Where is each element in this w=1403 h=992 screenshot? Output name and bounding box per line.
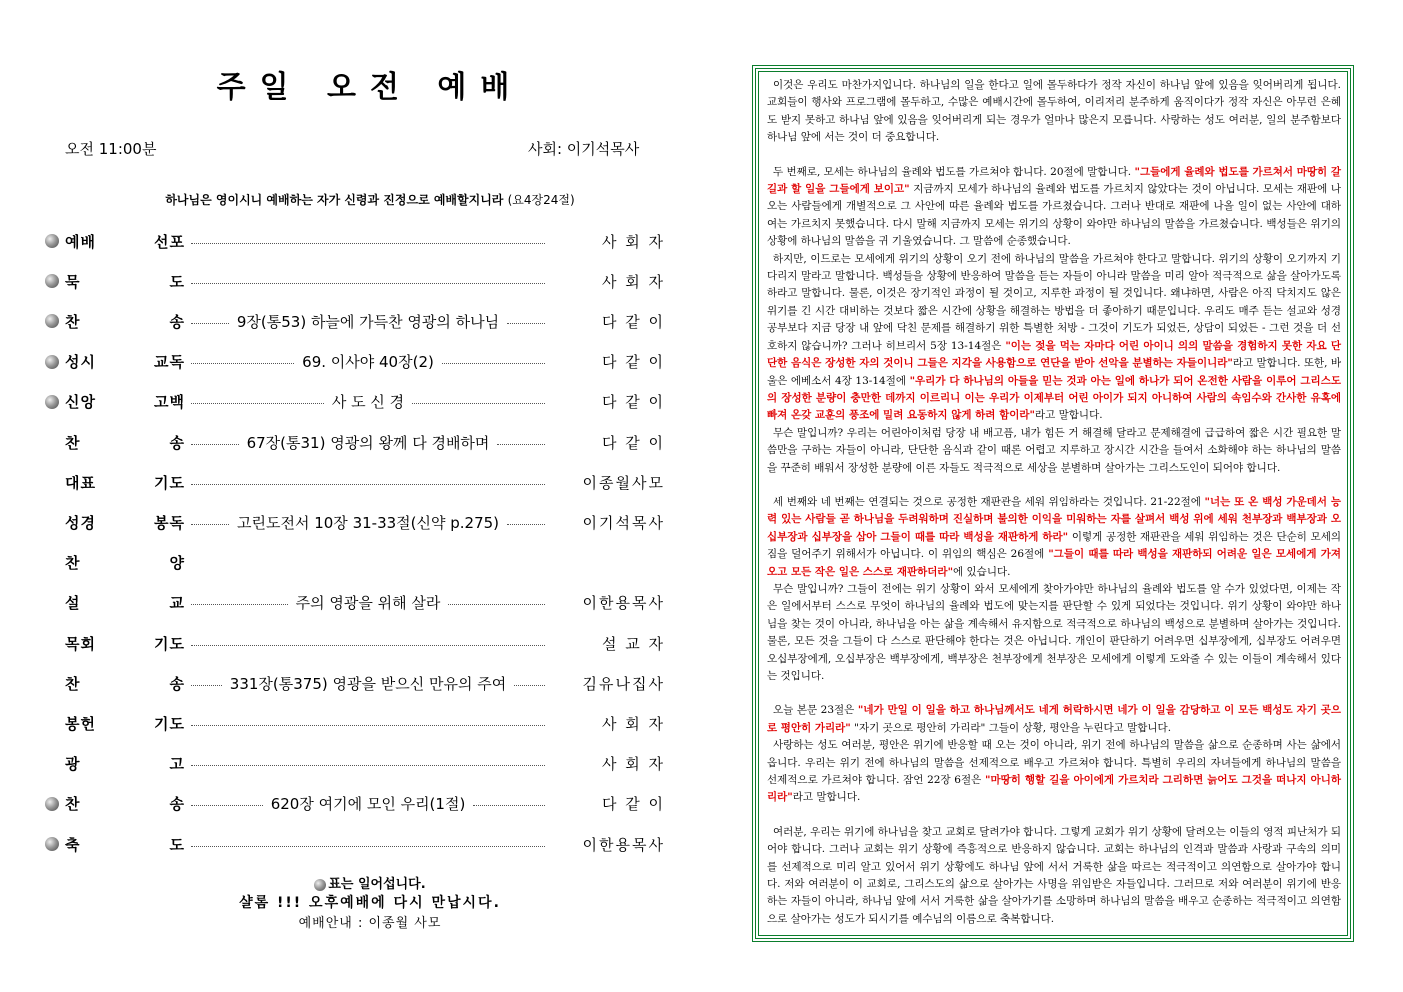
order-item (45, 268, 665, 294)
scripture-quote: "그들이 때를 따라 백성을 재판하되 어려운 일은 모세에게 가져오고 모든 작은 일은 스스로 재판하더라" (767, 548, 1341, 578)
sermon-panel (752, 65, 1354, 942)
leader-dots (514, 685, 545, 686)
order-item (45, 550, 665, 576)
order-item-leader: 사 회 자 (601, 714, 665, 733)
order-item-leader: 다 같 이 (601, 353, 665, 372)
order-item-detail (191, 793, 545, 814)
order-item-label-first: 광 (65, 755, 81, 774)
page-title: 주일 오전 예배 (216, 70, 524, 105)
order-item (45, 509, 665, 535)
order-item-label-first: 설 (65, 594, 81, 613)
order-item-label-second: 송 (169, 674, 185, 693)
order-item-label (65, 753, 185, 774)
order-item-detail (191, 641, 545, 646)
leader-dots (191, 363, 294, 364)
order-item (45, 751, 665, 777)
scripture-quote: "너는 또 온 백성 가운데서 능력 있는 사람들 곧 하나님을 두려워하며 진실하며 불의한 이익을 미워하는 자를 살펴서 백성 위에 세워 천부장과 백부장과 오십부장과 십부장을 삼아 그들이 때를 따라 백성을 재판하게 하라" (767, 495, 1341, 543)
order-item-label-second: 송 (169, 312, 185, 331)
sermon-paragraph: 여러분, 우리는 위기에 하나님을 찾고 교회로 달려가야 합니다. 그렇게 교회가 위기 상황에 달려오는 이들의 영적 피난처가 되어야 합니다. 그러나 교회는 위기 상황에 즉흥적으로 반응하지 않습니다. 교회는 하나님의 인격과 말씀과 사랑과 구속의 의미를 선제적으로 미리 알고 있어서 위기 상황에도 하나님 앞에 서서 거룩한 삶을 따르는 적극적이고 의연함으로 살아가야 합니다. 저와 여러분이 이 교회로, 그리스도의 삶으로 살아가는 사명을 위임받은 자들입니다. 그러므로 저와 여러분이 위기에 반응하는 자들이 아니라, 하나님 앞에 서서 거룩한 삶을 살아가기를 소망하며 하나님의 말씀을 배우고 순종하는 적극적이고 의연함으로 살아가는 성도가 되시기를 예수님의 이름으로 축복합니다. (767, 825, 1341, 925)
order-item-label-second: 고백 (154, 393, 185, 412)
order-item-detail (191, 239, 545, 244)
order-item-label-first: 찬 (65, 554, 81, 573)
order-item-leader: 사 회 자 (601, 755, 665, 774)
standing-bullet-icon (314, 879, 326, 891)
order-item (45, 469, 665, 495)
order-item-label (65, 834, 185, 855)
leader-dots (191, 243, 545, 244)
sermon-paragraph: 무슨 말입니까? 우리는 어린아이처럼 당장 내 배고픔, 내가 힘든 거 해결해 달라고 문제해결에 급급하여 짧은 시간 필요한 말씀만을 구하는 자들이 아니라, 단단한 음식과 같이 때론 어렵고 지루하고 장시간 시간을 들여서 소화해야 하는 하나님의 말씀을 꾸준히 배워서 장성한 분량에 이른 자들도 적극적으로 세상을 분별하며 살아가는 그리스도인이 되어야 합니다. (767, 426, 1341, 474)
order-item-label-first: 신앙 (65, 393, 96, 412)
sermon-text-span: "자기 곳으로 평안히 가리라" 그들이 상황, 평안을 누린다고 말합니다. (850, 721, 1172, 734)
sermon-text-span: 두 번째로, 모세는 하나님의 율례와 법도를 가르쳐야 합니다. 20절에 말합니다. (773, 165, 1135, 178)
order-item-label-second: 도 (169, 272, 185, 291)
order-item-leader: 설 교 자 (601, 634, 665, 653)
service-guide: 예배안내 : 이종월 사모 (298, 916, 442, 931)
order-item-label (65, 633, 185, 654)
order-item-label-first: 봉헌 (65, 714, 96, 733)
order-item (45, 590, 665, 616)
order-item (45, 308, 665, 334)
order-item (45, 349, 665, 375)
leader-dots (507, 323, 545, 324)
order-item-label (65, 673, 185, 694)
order-item-detail (191, 391, 545, 412)
sermon-text-span: 사랑하는 성도 여러분, 평안은 위기에 반응할 때 오는 것이 아니라, 위기 전에 하나님의 말씀을 삶으로 순종하며 사는 삶에서 옵니다. 우리는 위기 전에 하나님의 말씀을 선제적으로 배우고 가르쳐야 합니다. 특별히 우리의 자녀들에게 하나님의 말씀을 선제적으로 가르쳐야 합니다. 잠언 22장 6절은 (767, 739, 1341, 787)
order-item (45, 831, 665, 857)
order-item-label (65, 432, 185, 453)
sermon-text-span: 지금까지 모세가 하나님의 율례와 법도를 가르치지 않았다는 것이 아닙니다. 모세는 재판에 나오는 사람들에게 개별적으로 그 사안에 따른 율례와 법도를 가르쳤습니다. 그러나 반대로 재판에 나올 일이 없는 사안에 대하여는 가르치지 못했습니다. 다시 말해 지금까지 모세는 위기의 상황이 와야만 하나님의 말씀을 가르쳤습니다. 백성들은 위기의 상황에 하나님의 말씀을 귀 기울였습니다. 그 말씀에 순종했습니다. (767, 183, 1341, 248)
order-item-detail (191, 432, 545, 453)
order-item-text: 사 도 신 경 (331, 393, 405, 412)
order-item-detail (191, 673, 545, 694)
service-host: 사회: 이기석목사 (528, 140, 640, 158)
leader-dots (191, 846, 545, 847)
sermon-text (758, 71, 1348, 936)
order-item (45, 429, 665, 455)
order-item-label (65, 351, 185, 372)
scripture-quote: "네가 만일 이 일을 하고 하나님께서도 네게 허락하시면 네가 이 일을 감당하고 이 모든 백성도 자기 곳으로 평안히 가리라" (767, 704, 1341, 734)
leader-dots (191, 645, 545, 646)
order-item-label (65, 391, 185, 412)
leader-dots (191, 765, 545, 766)
sermon-text-span: 에 있습니다. (953, 565, 1011, 578)
sermon-text-span: 라고 말합니다. (792, 791, 861, 804)
leader-dots (442, 363, 545, 364)
order-item-label (65, 512, 185, 533)
sermon-paragraph (767, 251, 1341, 425)
order-item-label-first: 대표 (65, 473, 96, 492)
order-item-text: 고린도전서 10장 31-33절(신약 p.275) (237, 513, 500, 532)
order-item-text: 9장(통53) 하늘에 가득찬 영광의 하나님 (236, 312, 500, 331)
order-item-label-first: 찬 (65, 795, 81, 814)
order-item-label-first: 성경 (65, 513, 96, 532)
order-item-leader: 이한용목사 (582, 835, 665, 854)
order-item-label-second: 교 (169, 594, 185, 613)
order-item-label (65, 713, 185, 734)
sermon-text-span: 이렇게 공정한 재판관을 세워 위임하는 것은 단순히 모세의 짐을 덜어주기 위해서가 아닙니다. 이 위임의 핵심은 26절에 (767, 530, 1341, 561)
leader-dots (191, 604, 288, 605)
order-item (45, 228, 665, 254)
standing-bullet-icon (45, 395, 59, 409)
leader-dots (191, 403, 324, 404)
farewell-message: 샬롬 !!! 오후예배에 다시 만납시다. (239, 895, 501, 911)
leader-dots (191, 685, 222, 686)
leader-dots (497, 444, 545, 445)
order-item-text: 주의 영광을 위해 살라 (295, 594, 441, 613)
standing-bullet-icon (45, 314, 59, 328)
standing-note-text: 표는 일어섭니다. (328, 877, 426, 892)
scripture-quote: "마땅히 행할 길을 아이에게 가르치라 그리하면 늙어도 그것을 떠나지 아니하리라" (767, 774, 1341, 804)
standing-bullet-icon (45, 837, 59, 851)
sermon-paragraph (767, 494, 1341, 581)
order-item-detail (191, 480, 545, 485)
order-item-label-second: 송 (169, 433, 185, 452)
leader-dots (191, 323, 229, 324)
order-item (45, 791, 665, 817)
order-item-label-first: 축 (65, 835, 81, 854)
leader-dots (191, 805, 263, 806)
bulletin-page (40, 0, 680, 992)
scripture-quote: "우리가 다 하나님의 아들을 믿는 것과 아는 일에 하나가 되어 온전한 사람을 이루어 그리스도의 장성한 분량이 충만한 데까지 이르리니 이는 우리가 이제부터 어린 아이가 되지 아니하여 사람의 속임수와 간사한 유혹에 빠져 온갖 교훈의 풍조에 밀려 요동하지 않게 하려 함이라" (767, 374, 1341, 422)
order-item (45, 710, 665, 736)
standing-bullet-icon (45, 274, 59, 288)
leader-dots (191, 524, 229, 525)
order-item-label-second: 양 (169, 554, 185, 573)
order-item-leader: 사 회 자 (601, 272, 665, 291)
sermon-text-span: 하지만, 이드로는 모세에게 위기의 상황이 오기 전에 하나님의 말씀을 가르쳐야 한다고 말합니다. 위기의 상황이 오기까지 기다리지 말라고 말합니다. 백성들을 상황에 반응하여 말씀을 듣는 자들이 아니라 말씀을 미리 알아 적극적으로 삶을 살아가도록 하라고 말합니다. 물론, 이것은 장기적인 과정이 될 것이고, 지루한 과정이 될 것입니다. 왜냐하면, 사람은 아직 닥치지도 않은 위기를 긴 시간 대비하는 것보다 짧은 시간에 상황을 해결하는 방법을 더 좋아하기 때문입니다. 우리도 매주 듣는 설교와 성경공부보다 지금 당장 내 앞에 닥친 문제를 해결하기 위한 특별한 처방 - 그것이 기도가 되었든, 상담이 되었든 - 그런 것을 더 선호하지 않습니까? 그러나 히브리서 5장 13-14절은 (767, 252, 1341, 352)
order-item-text: 620장 여기에 모인 우리(1절) (270, 795, 466, 814)
order-item-label-second: 도 (169, 835, 185, 854)
order-item-detail (191, 842, 545, 847)
order-item-label-second: 기도 (154, 473, 185, 492)
service-time: 오전 11:00분 (65, 140, 157, 158)
leader-dots (412, 403, 545, 404)
standing-note (0, 873, 740, 892)
verse-text: 하나님은 영이시니 예배하는 자가 신령과 진정으로 예배할지니라 (165, 193, 504, 207)
leader-dots (473, 805, 545, 806)
order-item-leader: 다 같 이 (601, 393, 665, 412)
verse-reference: (요4장24절) (507, 193, 575, 207)
order-item-label (65, 271, 185, 292)
standing-bullet-icon (45, 355, 59, 369)
leader-dots (191, 725, 545, 726)
order-item-detail (191, 279, 545, 284)
order-item-label-second: 송 (169, 795, 185, 814)
order-item-label-first: 목회 (65, 634, 96, 653)
order-item-label (65, 231, 185, 252)
sermon-text-span: 오늘 본문 23절은 (773, 704, 858, 717)
order-item-leader: 사 회 자 (601, 232, 665, 251)
sermon-paragraph: 무슨 말입니까? 그들이 전에는 위기 상황이 와서 모세에게 찾아가야만 하나님의 율례와 법도를 알 수가 있었다면, 이제는 작은 일에서부터 스스로 무엇이 하나님의 율례와 법도에 맞는지를 판단할 수 있게 되었다는 것입니다. 위기 상황이 와야만 하나님을 찾는 것이 아니라, 하나님을 아는 삶을 계속해서 유지함으로 적극적으로 하나님의 백성으로 분별하며 살아가는 것입니다. 물론, 모든 것을 그들이 다 스스로 판단해야 한다는 것은 아닙니다. 개인이 판단하기 어려우면 십부장에게, 십부장도 어려우면 오십부장에게, 오십부장은 백부장에게, 백부장은 천부장에게 천부장은 모세에게 이렇게 도와줄 수 있는 이들이 계속해서 있다는 것입니다. (767, 582, 1341, 682)
theme-verse (0, 191, 740, 208)
order-item-label-second: 기도 (154, 634, 185, 653)
order-item (45, 389, 665, 415)
order-item-detail (191, 592, 545, 613)
order-item-text: 67장(통31) 영광의 왕께 다 경배하며 (246, 433, 490, 452)
order-item-label-first: 성시 (65, 353, 96, 372)
order-item-label (65, 552, 185, 573)
leader-dots (191, 283, 545, 284)
order-item-leader: 김유나집사 (582, 674, 665, 693)
order-item-label-second: 기도 (154, 714, 185, 733)
leader-dots (191, 444, 239, 445)
order-item-label (65, 472, 185, 493)
order-item-label-second: 봉독 (154, 513, 185, 532)
order-item-detail (191, 351, 545, 372)
order-item-label-second: 고 (169, 755, 185, 774)
sermon-text-span: 라고 말합니다. (1035, 409, 1103, 422)
sermon-paragraph (767, 702, 1341, 737)
order-item-label-second: 선포 (154, 232, 185, 251)
scripture-quote: "그들에게 율례와 법도를 가르쳐서 마땅히 갈 길과 할 일을 그들에게 보이고" (767, 165, 1341, 196)
order-item-leader: 이한용목사 (582, 594, 665, 613)
order-item-label (65, 793, 185, 814)
order-item-leader: 다 같 이 (601, 433, 665, 452)
order-item-detail (191, 512, 545, 533)
leader-dots (507, 524, 545, 525)
standing-bullet-icon (45, 234, 59, 248)
order-item-label-second: 교독 (154, 353, 185, 372)
sermon-paragraph (767, 164, 1341, 251)
order-item-detail (191, 721, 545, 726)
order-item-leader: 이종월사모 (582, 473, 665, 492)
order-item-label (65, 311, 185, 332)
order-item-detail (191, 311, 545, 332)
order-item-label-first: 찬 (65, 433, 81, 452)
leader-dots (191, 484, 545, 485)
order-item-label-first: 찬 (65, 312, 81, 331)
sermon-text-span: 세 번째와 네 번째는 연결되는 것으로 공정한 재판관을 세워 위임하라는 것입니다. 21-22절에 (773, 495, 1205, 508)
order-item (45, 630, 665, 656)
order-item-leader: 다 같 이 (601, 795, 665, 814)
order-item-label-first: 찬 (65, 674, 81, 693)
order-item-label (65, 592, 185, 613)
order-item (45, 670, 665, 696)
order-item-detail (191, 761, 545, 766)
order-item-leader: 이기석목사 (582, 513, 665, 532)
scripture-quote: "이는 젖을 먹는 자마다 어린 아이니 의의 말씀을 경험하지 못한 자요 단단한 음식은 장성한 자의 것이니 그들은 지각을 사용함으로 연단을 받아 선악을 분별하는 자들이니라" (767, 339, 1341, 370)
standing-bullet-icon (45, 797, 59, 811)
leader-dots (448, 604, 545, 605)
sermon-paragraph: 이것은 우리도 마찬가지입니다. 하나님의 일을 한다고 일에 몰두하다가 정작 자신이 하나님 앞에 있음을 잊어버리게 됩니다. 교회들이 행사와 프로그램에 몰두하고, 수많은 예배시간에 몰두하여, 이리저리 분주하게 움직이다가 정작 자신은 아무런 은혜도 받지 못하고 하나님 앞에 있음을 잊어버리게 되는 경우가 얼마나 많은지 모릅니다. 사랑하는 성도 여러분, 일의 분주함보다 하나님 앞에 서는 것이 더 중요합니다. (767, 79, 1341, 144)
order-item-text: 69. 이사야 40장(2) (302, 353, 434, 372)
sermon-paragraph (767, 737, 1341, 807)
order-item-leader: 다 같 이 (601, 312, 665, 331)
order-item-label-first: 묵 (65, 272, 81, 291)
order-item-label-first: 예배 (65, 232, 96, 251)
order-item-text: 331장(통375) 영광을 받으신 만유의 주여 (229, 674, 507, 693)
sermon-text-span: 라고 말합니다. 또한, 바울은 에베소서 4장 13-14절에 (767, 357, 1341, 387)
